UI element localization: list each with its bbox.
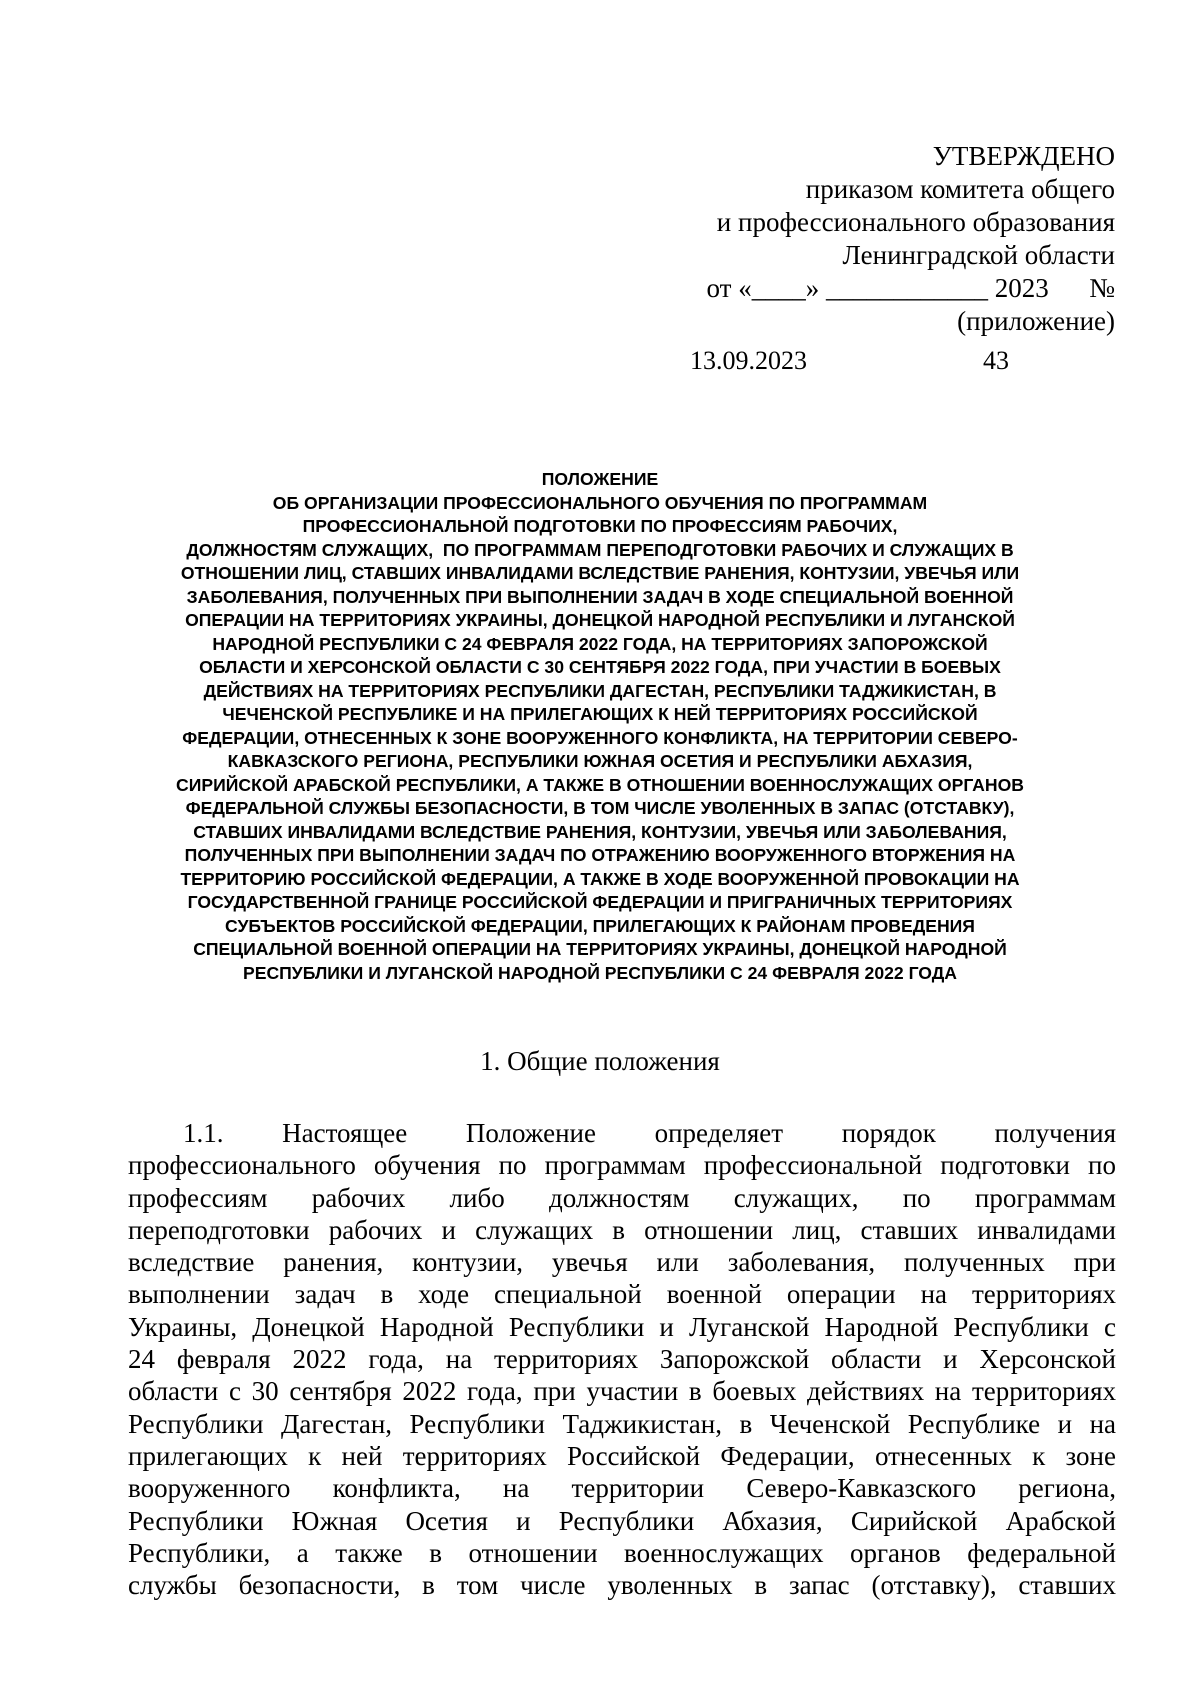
heading-line: ПОЛОЖЕНИЕ <box>541 469 659 489</box>
heading-line: ОБ ОРГАНИЗАЦИИ ПРОФЕССИОНАЛЬНОГО ОБУЧЕНИЯ ПО ПРОГРАММАМ <box>272 492 928 513</box>
heading-line: СТАВШИХ ИНВАЛИДАМИ ВСЛЕДСТВИЕ РАНЕНИЯ, КОНТУЗИИ, УВЕЧЬЯ ИЛИ ЗАБОЛЕВАНИЯ, <box>193 821 1007 842</box>
heading-line: КАВКАЗСКОГО РЕГИОНА, РЕСПУБЛИКИ ЮЖНАЯ ОСЕТИЯ И РЕСПУБЛИКИ АБХАЗИЯ, <box>227 751 973 771</box>
approval-title: УТВЕРЖДЕНО <box>932 141 1115 171</box>
body-line: Республики, а также в отношении военнослужащих органов федеральной <box>128 1537 1116 1568</box>
heading-line: ДЕЙСТВИЯХ НА ТЕРРИТОРИЯХ РЕСПУБЛИКИ ДАГЕСТАН, РЕСПУБЛИКИ ТАДЖИКИСТАН, В <box>203 680 997 701</box>
body-line: профессиям рабочих либо должностям служащих, по программам <box>128 1182 1116 1213</box>
body-line: прилегающих к ней территориях Российской Федерации, отнесенных к зоне <box>128 1440 1116 1471</box>
heading-line: СИРИЙСКОЙ АРАБСКОЙ РЕСПУБЛИКИ, А ТАКЖЕ В ОТНОШЕНИИ ВОЕННОСЛУЖАЩИХ ОРГАНОВ <box>176 774 1024 795</box>
heading-line: ФЕДЕРАЛЬНОЙ СЛУЖБЫ БЕЗОПАСНОСТИ, В ТОМ ЧИСЛЕ УВОЛЕННЫХ В ЗАПАС (ОТСТАВКУ), <box>185 798 1015 818</box>
document-heading <box>120 468 1080 985</box>
heading-line: РЕСПУБЛИКИ И ЛУГАНСКОЙ НАРОДНОЙ РЕСПУБЛИКИ С 24 ФЕВРАЛЯ 2022 ГОДА <box>242 962 957 983</box>
body-paragraph <box>128 1117 1116 1601</box>
heading-line: ЗАБОЛЕВАНИЯ, ПОЛУЧЕННЫХ ПРИ ВЫПОЛНЕНИИ ЗАДАЧ В ХОДЕ СПЕЦИАЛЬНОЙ ВОЕННОЙ <box>186 586 1014 607</box>
heading-line: НАРОДНОЙ РЕСПУБЛИКИ С 24 ФЕВРАЛЯ 2022 ГОДА, НА ТЕРРИТОРИЯХ ЗАПОРОЖСКОЙ <box>212 633 988 654</box>
heading-line: ДОЛЖНОСТЯМ СЛУЖАЩИХ, ПО ПРОГРАММАМ ПЕРЕПОДГОТОВКИ РАБОЧИХ И СЛУЖАЩИХ В <box>186 539 1014 560</box>
approval-block <box>595 140 1115 338</box>
body-line: профессионального обучения по программам профессиональной подготовки по <box>128 1150 1116 1181</box>
heading-line: СПЕЦИАЛЬНОЙ ВОЕННОЙ ОПЕРАЦИИ НА ТЕРРИТОРИЯХ УКРАИНЫ, ДОНЕЦКОЙ НАРОДНОЙ <box>193 939 1007 959</box>
body-line: Республики Южная Осетия и Республики Абхазия, Сирийской Арабской <box>128 1505 1116 1536</box>
body-line: выполнении задач в ходе специальной военной операции на территориях <box>128 1279 1116 1310</box>
heading-line: ОТНОШЕНИИ ЛИЦ, СТАВШИХ ИНВАЛИДАМИ ВСЛЕДСТВИЕ РАНЕНИЯ, КОНТУЗИИ, УВЕЧЬЯ ИЛИ <box>180 563 1020 583</box>
body-line: 24 февраля 2022 года, на территориях Запорожской области и Херсонской <box>128 1344 1116 1375</box>
body-line: Украины, Донецкой Народной Республики и Луганской Народной Республики с <box>128 1311 1116 1342</box>
body-line: Республики Дагестан, Республики Таджикистан, в Чеченской Республике и на <box>128 1408 1116 1439</box>
signed-number: 43 <box>983 346 1009 375</box>
heading-line: ОБЛАСТИ И ХЕРСОНСКОЙ ОБЛАСТИ С 30 СЕНТЯБРЯ 2022 ГОДА, ПРИ УЧАСТИИ В БОЕВЫХ <box>199 657 1001 677</box>
approval-line: (приложение) <box>957 306 1115 336</box>
approval-line: Ленинградской области <box>842 240 1115 270</box>
heading-line: ТЕРРИТОРИЮ РОССИЙСКОЙ ФЕДЕРАЦИИ, А ТАКЖЕ В ХОДЕ ВООРУЖЕННОЙ ПРОВОКАЦИИ НА <box>180 868 1020 889</box>
heading-line: ПОЛУЧЕННЫХ ПРИ ВЫПОЛНЕНИИ ЗАДАЧ ПО ОТРАЖЕНИЮ ВООРУЖЕННОГО ВТОРЖЕНИЯ НА <box>184 845 1016 865</box>
heading-line: ПРОФЕССИОНАЛЬНОЙ ПОДГОТОВКИ ПО ПРОФЕССИЯМ РАБОЧИХ, <box>302 516 898 536</box>
body-line: вследствие ранения, контузии, увечья или заболевания, полученных при <box>128 1247 1116 1278</box>
approval-date-line: от «____» ____________ 2023 № <box>706 273 1115 303</box>
heading-line: ЧЕЧЕНСКОЙ РЕСПУБЛИКЕ И НА ПРИЛЕГАЮЩИХ К НЕЙ ТЕРРИТОРИЯХ РОССИЙСКОЙ <box>222 704 978 724</box>
approval-line: и профессионального образования <box>716 207 1115 237</box>
body-line: 1.1. Настоящее Положение определяет порядок получения <box>183 1118 1116 1148</box>
body-line: службы безопасности, в том числе уволенных в запас (отставку), ставших <box>128 1570 1116 1601</box>
heading-line: ОПЕРАЦИИ НА ТЕРРИТОРИЯХ УКРАИНЫ, ДОНЕЦКОЙ НАРОДНОЙ РЕСПУБЛИКИ И ЛУГАНСКОЙ <box>185 610 1015 630</box>
approval-line: приказом комитета общего <box>805 174 1115 204</box>
heading-line: ФЕДЕРАЦИИ, ОТНЕСЕННЫХ К ЗОНЕ ВООРУЖЕННОГО КОНФЛИКТА, НА ТЕРРИТОРИИ СЕВЕРО- <box>182 727 1018 748</box>
section-title: 1. Общие положения <box>480 1046 720 1076</box>
body-line: вооруженного конфликта, на территории Северо-Кавказского региона, <box>128 1473 1116 1504</box>
heading-line: ГОСУДАРСТВЕННОЙ ГРАНИЦЕ РОССИЙСКОЙ ФЕДЕРАЦИИ И ПРИГРАНИЧНЫХ ТЕРРИТОРИЯХ <box>187 892 1013 912</box>
body-line: области с 30 сентября 2022 года, при участии в боевых действиях на территориях <box>128 1376 1116 1407</box>
signed-date: 13.09.2023 <box>690 346 807 375</box>
body-line: переподготовки рабочих и служащих в отношении лиц, ставших инвалидами <box>128 1214 1116 1245</box>
heading-line: СУБЪЕКТОВ РОССИЙСКОЙ ФЕДЕРАЦИИ, ПРИЛЕГАЮЩИХ К РАЙОНАМ ПРОВЕДЕНИЯ <box>225 915 975 936</box>
